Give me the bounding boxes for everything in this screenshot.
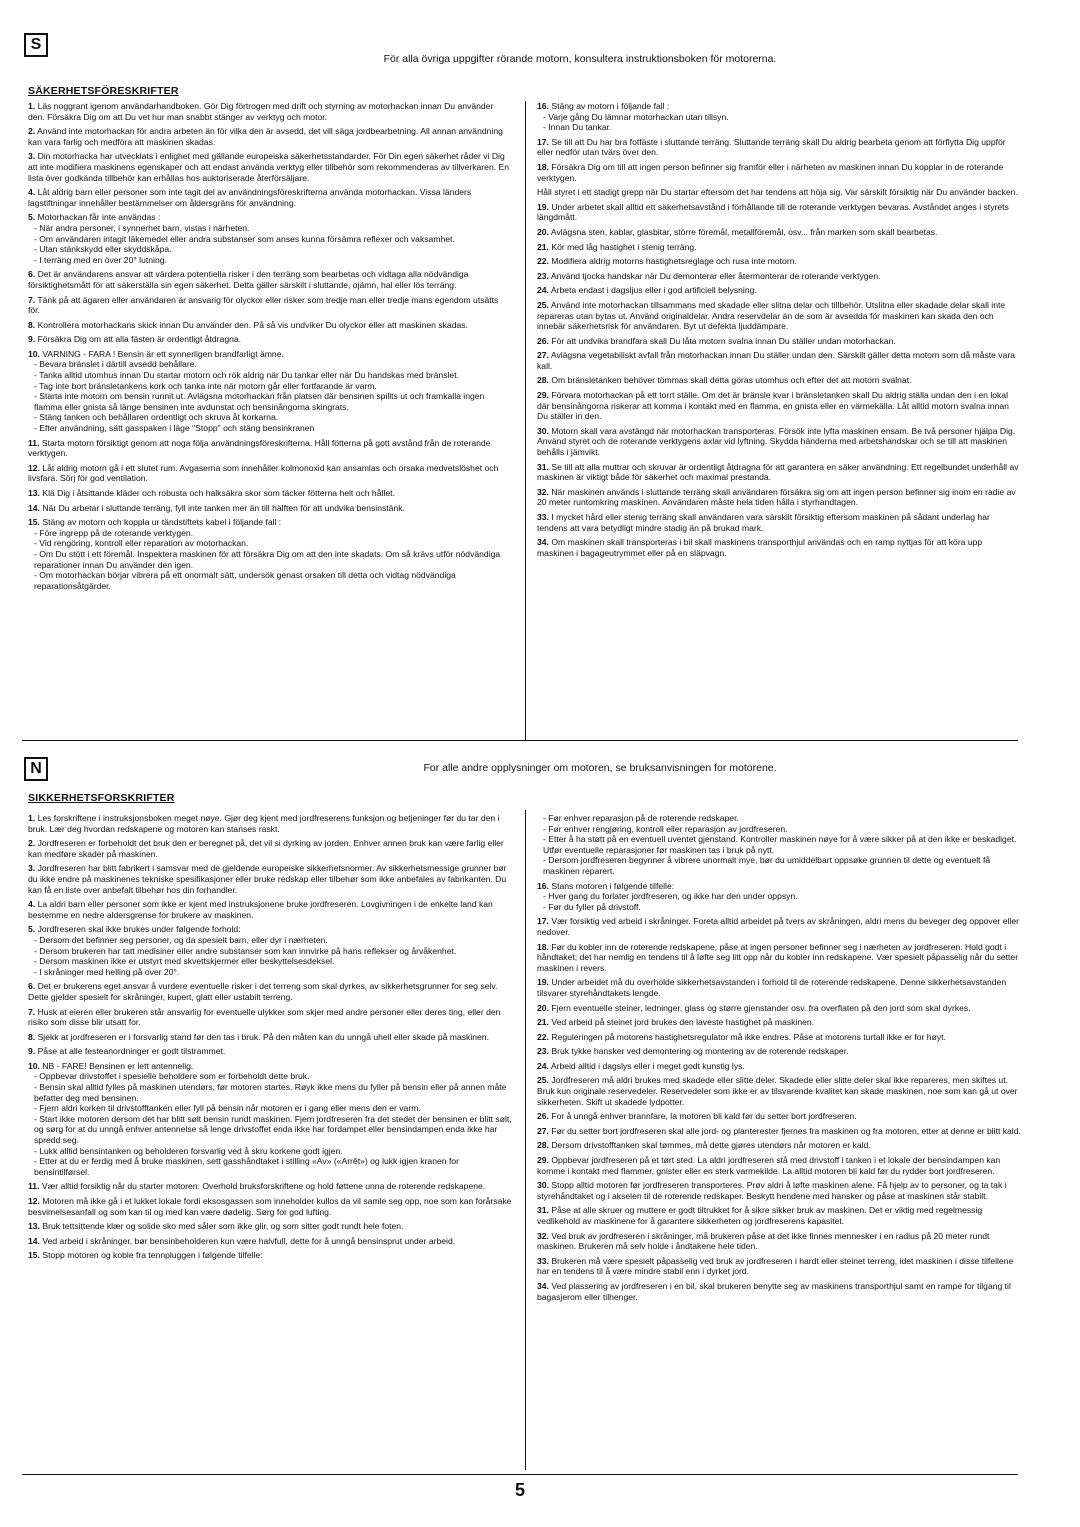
rule-text: Stopp motoren og koble fra tennpluggen i følgende tilfelle: — [42, 1250, 263, 1261]
rule-text: VARNING - FARA ! Bensin är ett synnerligen brandfarligt ämne. — [42, 348, 284, 359]
rule-number: 8. — [28, 1031, 36, 1042]
rule-subitem: - Start ikke motoren dersom det har blitt sølt bensin rundt maskinen. Fjern jordfreseren fra det stedet der bensinen er blitt sølt, og sørg for at du unngå enhver antennelse så lenge drivstoffet enda ikke har fordampet eller bensindampen enda ikke har spredd seg. — [34, 1113, 512, 1146]
rule-item — [28, 1061, 512, 1178]
rule-number: 5. — [28, 212, 36, 223]
rule-number: 9. — [28, 334, 36, 345]
rule-text: Försäkra Dig om till att ingen person befinner sig framför eller i närheten av maskinen innan Du kopplar in de roterande verktygen. — [537, 161, 1004, 183]
rule-number: 21. — [537, 241, 549, 252]
rule-number: 2. — [28, 838, 36, 849]
language-label-swedish: S — [24, 33, 48, 57]
rule-item — [28, 838, 512, 859]
rule-number: 3. — [28, 151, 36, 162]
rule-text: Kör med låg hastighet i stenig terräng. — [551, 241, 697, 252]
rule-item — [28, 269, 512, 290]
rule-text: Starta motorn försiktigt genom att noga följa användningsföreskrifterna. Håll fötterna på gott avstånd från de roterande verktygen. — [28, 437, 491, 459]
rule-subitem: - Om Du stött i ett föremål. Inspektera maskinen för att försäkra Dig om att den inte skadats. Om så krävs utför nödvändiga reparationer innan Du använder den igen. — [34, 548, 501, 570]
rule-number: 12. — [28, 1196, 40, 1206]
rule-item — [28, 187, 512, 208]
rule-text: Avlägsna sten, kablar, glasbitar, större föremål, metallföremål, osv... från marken som skall bearbetas. — [550, 226, 938, 237]
rule-text: Under arbeidet må du overholde sikkerhetsavstanden i forhold til de roterende redskapene. Denne sikkerhetsavstanden tilsvarer styrehåndtakets lengde. — [537, 977, 1007, 998]
rule-number: 27. — [537, 1125, 549, 1136]
rule-text: I mycket hård eller stenig terräng skall användaren vara särskilt försiktig eftersom maskinen på sådant underlag har tendens att vara betydligt mindre stadig än på brukad mark. — [537, 512, 990, 533]
rule-text: Håll styret i ett stadigt grepp när Du startar eftersom det har tendens att höja sig. Var särskilt försiktig när Du använder backen. — [537, 187, 1018, 198]
rule-number: 33. — [537, 512, 549, 522]
rule-item — [28, 349, 512, 434]
rule-number: 6. — [28, 269, 36, 280]
swedish-intro: För alla övriga uppgifter rörande motorn, konsultera instruktionsboken för motorerna. — [383, 53, 777, 65]
swedish-column-divider — [525, 101, 526, 741]
rule-number: 21. — [537, 1017, 549, 1028]
rule-text: Kontrollera motorhackans skick innan Du använder den. På så vis undviker Du olyckor eller att maskinen skadas. — [37, 319, 468, 330]
rule-subitem: - Dersom brukeren har tatt medisiner eller andre substanser som kan innvirke på hans reflekser og årvåkenhet. — [34, 945, 457, 956]
rule-number: 12. — [28, 462, 40, 473]
rule-text: Förvara motorhackan på ett torrt ställe. Om det är bränsle kvar i bränsletanken skall Du aldrig ställa undan den i en lokal där bensinångorna riskerar att komma i kontakt med en flamma, en gnista eller en värmekälla. Låt alltid motorn svalna innan Du ställer in den. — [537, 390, 1009, 422]
rule-number: 19. — [537, 977, 549, 988]
rule-item — [537, 227, 1021, 238]
rule-item — [537, 1231, 1021, 1252]
rule-number: 5. — [28, 924, 36, 935]
rule-item — [537, 202, 1021, 223]
rule-number: 24. — [537, 285, 549, 296]
rule-number: 15. — [28, 1250, 40, 1261]
rule-text: Dersom drivstofftanken skal tømmes, må dette gjøres utendørs når motoren er kald. — [551, 1140, 871, 1151]
rule-text: Tänk på att ägaren eller användaren är ansvarig för olyckor eller risker som tredje man eller tredje mans egendom utsätts för. — [28, 294, 499, 316]
rule-number: 23. — [537, 1046, 549, 1057]
swedish-left-column — [28, 101, 512, 751]
rule-number: 4. — [28, 187, 36, 198]
rule-subitem: - Om användaren intagit läkemedel eller andra substanser som anses kunna försämra reflexer och vaksamhet. — [34, 233, 455, 244]
rule-item — [537, 487, 1021, 508]
rule-text: Om bränsletanken behöver tömmas skall detta göras utomhus och efter det att motorn svalnat. — [551, 375, 912, 386]
rule-item — [537, 271, 1021, 282]
rule-text: Det är användarens ansvar att värdera potentiella risker i den terräng som bearbetas och vidtaga alla nödvändiga försiktighetsmått för att säkerställa sin egen säkerhet. Detta gäller särskilt i sluttande, ojämn, hal eller lös terräng. — [28, 269, 469, 290]
rule-number: 25. — [537, 1075, 549, 1086]
rule-subitem: - Oppbevar drivstoffet i spesielle beholdere som er forbeholdt dette bruk. — [34, 1071, 310, 1082]
rule-subitem: - Etter å ha støtt på en eventuell uventet gjenstand. Kontroller maskinen nøye for å være sikker på at den ikke er beskadiget. Utfør eventuelle reparasjoner før maskinen tas i bruk på nytt. — [543, 834, 1017, 855]
rule-number: 28. — [537, 1140, 549, 1151]
norwegian-column-divider — [525, 810, 526, 1470]
rule-text: Se till att Du har bra fotfäste i sluttande terräng. Sluttande terräng skall Du aldrig bearbeta genom att förflytta Dig uppför eller nedför utan tvärs över den. — [537, 136, 1006, 158]
norwegian-heading: SIKKERHETSFORSKRIFTER — [28, 792, 175, 804]
rule-subitem: - Utan stänkskydd eller skyddskåpa. — [34, 244, 172, 255]
rule-item — [537, 977, 1021, 998]
rule-subitem: - Innan Du tankar. — [543, 122, 612, 133]
rule-text: Använd inte motorhackan tillsammans med skadade eller slitna delar och tillbehör. Utslitna eller skadade delar skall inte repareras utan bytas ut. Använd originaldelar. Andra reservdelar än de som är avsedda för maskinen kan skada den och innebär säkerhetsrisk för användaren. Byt ut defekta ljuddämpare. — [537, 299, 1006, 332]
rule-subitem: - Før enhver rengjøring, kontroll eller reparasjon av jordfreseren. — [543, 823, 788, 834]
rule-item — [28, 488, 512, 499]
rule-item — [537, 350, 1021, 371]
rule-number: 3. — [28, 863, 36, 874]
rule-text: Før du setter bort jordfreseren skal alle jord- og planterester fjernes fra maskinen og fra motoren, etter at denne er blitt kald. — [551, 1125, 1021, 1136]
rule-text: Jordfreseren må aldri brukes med skadede eller slitte deler. Skadede eller slitte deler skal ikke repareres, men skiftes ut. Bruk kun originale reservedeler. Reservedeler som ikke er av tilsvarende kvalitet kan skade maskinen, noe som kan gå ut over sikkerheten. Skift ut skadede lydpotter. — [537, 1075, 1018, 1107]
rule-text: Brukeren må være spesielt påpasselig ved bruk av jordfreseren i hardt eller steinet terreng, idet maskinen i disse tilfellene har en tendens til å være mindre stabil enn i dyrket jord. — [537, 1255, 1014, 1277]
rule-text: Jordfreseren skal ikke brukes under følgende forhold: — [37, 924, 241, 935]
rule-text: Jordfreseren har blitt fabrikert i samsvar med de gjeldende europeiske sikkerhetsnormer. Av sikkerhetsmessige grunner bør du ikke endre på maskinenes tekniske spesifikasjoner eller bruke redskap eller tilbehør som ikke anbefales av fabrikanten. Du kan få en liste over anbefalt tilbehør hos din forhandler. — [28, 863, 507, 895]
rule-number: 1. — [28, 101, 36, 111]
rule-text: Før du kobler inn de roterende redskapene, påse at ingen personer befinner seg i nærheten av jordfreseren. Hold godt i håndtaket; det har nemlig en tendens til å løfte seg litt opp når du kobler inn redskapene. Vær spesielt påpasselig når du setter maskinen i revers. — [537, 941, 1019, 973]
rule-item — [537, 537, 1021, 558]
rule-item — [537, 942, 1021, 974]
rule-item — [537, 1155, 1021, 1176]
rule-text: När Du arbetar i sluttande terräng, fyll inte tanken mer än till hälften för att undvika bensinstänk. — [42, 502, 405, 513]
rule-number: 16. — [537, 880, 549, 891]
rule-text: Stans motoren i følgende tilfelle: — [551, 880, 675, 891]
rule-subitem: - Tanka alltid utomhus innan Du startar motorn och rök aldrig när Du tankar eller när Du handskas med bränslet. — [34, 370, 459, 381]
rule-subitem: - Dersom det befinner seg personer, og da spesielt barn, eller dyr i nærheten. — [34, 934, 328, 945]
section-divider — [22, 740, 1018, 741]
rule-number: 15. — [28, 517, 40, 528]
swedish-heading: SÄKERHETSFÖRESKRIFTER — [28, 85, 179, 97]
rule-number: 1. — [28, 813, 36, 823]
rule-number: 25. — [537, 299, 549, 310]
rule-item — [537, 162, 1021, 183]
rule-item — [537, 426, 1021, 458]
rule-text: Ved arbeid på steinet jord brukes den laveste hastighet på maskinen. — [551, 1017, 815, 1028]
rule-text: Motoren må ikke gå i et lukket lokale fordi eksosgassen som inneholder kullos da vil samle seg opp, noe som kan forårsake besvimelsesanfall og som kan til og med kan være dødelig. Sørg for god lufting. — [28, 1196, 512, 1217]
swedish-right-column — [537, 101, 1021, 751]
rule-number: 34. — [537, 1280, 549, 1291]
rule-number: 16. — [537, 101, 549, 111]
rule-number: 2. — [28, 126, 36, 137]
rule-item — [537, 1111, 1021, 1122]
rule-number: 7. — [28, 1006, 36, 1017]
rule-item — [537, 1140, 1021, 1151]
rule-item — [28, 981, 512, 1002]
rule-number: 22. — [537, 256, 549, 267]
rule-item — [28, 1032, 512, 1043]
rule-text: Modifiera aldrig motorns hastighetsreglage och rusa inte motorn. — [551, 256, 797, 267]
rule-text: Försäkra Dig om att alla fästen är ordentligt åtdragna. — [37, 334, 242, 345]
rule-number: 18. — [537, 941, 549, 952]
rule-text: Om maskinen skall transporteras i bil skall maskinens transporthjul användas och en ramp nyttjas för att köra upp maskinen i bagageutrymmet eller på en släpvagn. — [537, 537, 983, 558]
rule-item — [537, 881, 1021, 913]
rule-number: 10. — [28, 348, 40, 359]
rule-item — [28, 126, 512, 147]
rule-item — [537, 916, 1021, 937]
rule-item — [28, 517, 512, 591]
rule-item — [537, 300, 1021, 332]
rule-text: Vær forsiktig ved arbeid i skråninger. Foreta alltid arbeidet på tvers av skråningen, aldri mens du beveger deg oppover eller nedover. — [537, 916, 1019, 937]
norwegian-intro: For alle andre opplysninger om motoren, se bruksanvisningen for motorene. — [423, 762, 777, 774]
rule-item — [28, 1236, 512, 1247]
rule-item — [28, 863, 512, 895]
rule-subitem: - Starta inte motorn om bensin runnit ut. Avlägsna motorhackan från platsen där bensinen spillts ut och framkalla ingen flamma eller gnista så länge bensinen inte avdunstat och bensinångorna skingrats. — [34, 391, 485, 412]
rule-subitem: - Lukk alltid bensintanken og beholderen forsvarlig ved å skru korkene godt igjen. — [34, 1145, 343, 1156]
rule-text: För att undvika brandfara skall Du låta motorn svalna innan Du ställer undan motorhackan. — [551, 335, 896, 346]
rule-text: Ved bruk av jordfreseren i skråninger, må brukeren påse at det ikke finnes mennesker i en radius på 20 meter rundt maskinen. Brukeren må selv holde i åndtakene hele tiden. — [537, 1230, 990, 1252]
rule-text: Stäng av motorn och koppla ur tändstiftets kabel i följande fall : — [42, 517, 282, 528]
rule-text: Bruk tettsittende klær og solide sko med såler som ikke glir, og som sitter godt rundt hele foten. — [42, 1221, 404, 1232]
rule-item — [537, 1003, 1021, 1014]
rule-number: 11. — [28, 437, 40, 448]
rule-number: 30. — [537, 1180, 549, 1191]
rule-text: Se till att alla muttrar och skruvar är ordentligt åtdragna för att garantera en säker användning. Ett regelbundet underhåll av maskinen är viktigt både för säkerhet och maximal prestanda. — [537, 461, 1019, 483]
rule-text: Les forskriftene i instruksjonsboken meget nøye. Gjør deg kjent med jordfreserens funksjon og betjeninger før du tar den i bruk. Lær deg hvordan redskapene og motoren kan stanses raskt. — [28, 813, 500, 834]
rule-text: Fjern eventuelle steiner, ledninger, glass og større gjenstander osv. fra overflaten på den jord som skal dyrkes. — [551, 1002, 971, 1013]
rule-item — [537, 1180, 1021, 1201]
rule-number: 20. — [537, 226, 549, 237]
rule-subitem: - Dersom jordfreseren begynner å vibrere unormalt mye, bør du umiddelbart oppsøke grunnen til dette og eventuelt få maskinen reparert. — [543, 855, 991, 876]
rule-text: Klä Dig i åtsittande kläder och robusta och halksäkra skor som täcker fötterna helt och hållet. — [42, 488, 395, 498]
rule-item — [537, 187, 1021, 198]
rule-number: 7. — [28, 294, 36, 305]
rule-subitem: - När andra personer, i synnerhet barn, vistas i närheten. — [34, 222, 250, 233]
rule-item — [28, 899, 512, 920]
rule-number: 24. — [537, 1060, 549, 1071]
rule-text: Arbeta endast i dagsljus eller i god artificiell belysning. — [550, 285, 757, 296]
rule-item — [28, 1221, 512, 1232]
rule-text: La aldri barn eller personer som ikke er kjent med instruksjonene bruke jordfreseren. Lovgivningen i de enkelte land kan bestemme en nedre aldersgrense for brukere av maskinen. — [28, 899, 493, 920]
rule-subitem: - Bensin skal alltid fylles på maskinen utendørs, før motoren startes. Røyk ikke mens du fyller på bensin eller på annen måte befatter deg med bensinen. — [34, 1082, 507, 1103]
rule-number: 13. — [28, 488, 40, 498]
rule-number: 13. — [28, 1221, 40, 1232]
rule-text: Sjekk at jordfreseren er i forsvarlig stand før den tas i bruk. På den måten kan du unngå uhell eller skade på maskinen. — [37, 1031, 489, 1042]
rule-item — [537, 256, 1021, 267]
rule-item — [537, 1281, 1021, 1302]
rule-item — [28, 1196, 512, 1217]
rule-item — [28, 212, 512, 265]
rule-item — [28, 151, 512, 183]
rule-text: Arbeid alltid i dagslys eller i meget godt kunstig lys. — [550, 1060, 745, 1071]
rule-item — [28, 101, 512, 122]
rule-text: Stopp alltid motoren før jordfreseren transporteres. Prøv aldri å løfte maskinen alene. Få hjelp av to personer, og ta tak i styrehåndtaket og i akselen til de roterende redskaper. Beskytt hendene med hansker og påse at maskinen står stabilt. — [537, 1180, 1007, 1201]
rule-text: Använd inte motorhackan för andra arbeten än för vilka den är avsedd, det vill säga jordbearbetning. All annan användning kan vara farlig och medföra att maskinen skadas. — [28, 126, 503, 147]
rule-subitem: - Dersom maskinen ikke er utstyrt med skvettskjermer eller beskyttelsesdeksel. — [34, 956, 335, 967]
rule-text: Låt aldrig barn eller personer som inte tagit del av användningsföreskrifterna använda motorhackan. Vissa länders lagstiftningar innehåller bestämmelser om åldersgräns för användning. — [28, 187, 472, 208]
rule-text: Det er brukerens eget ansvar å vurdere eventuelle risker i det terreng som skal dyrkes, av sikkerhetsgrunner for seg selv. Dette gjelder spesielt for skråninger, kupert, glatt eller ustabilt terreng. — [28, 981, 498, 1002]
rule-subitem: - Efter användning, sätt gasspaken i läge "Stopp" och stäng bensinkranen — [34, 423, 315, 434]
rule-subitem: - Bevara bränslet i därtill avsedd behållare. — [34, 359, 197, 370]
rule-number: 17. — [537, 136, 549, 147]
rule-text: Reguleringen på motorens hastighetsregulator må ikke endres. Påse at motorens turtall ikke er for høyt. — [551, 1031, 946, 1042]
rule-subitem: - Varje gång Du lämnar motorhackan utan tillsyn. — [543, 111, 729, 122]
norwegian-left-column — [28, 813, 512, 1478]
rule-number: 32. — [537, 1230, 549, 1241]
rule-text: Motorhackan får inte användas : — [37, 212, 161, 223]
page-number: 5 — [515, 1480, 526, 1500]
rule-text: När maskinen används i sluttande terräng skall användaren försäkra sig om att ingen person befinner sig inom en radie av 20 meter runtomkring maskinen. Användaren måste hela tiden hålla i styrhandtagen. — [537, 486, 1016, 508]
rule-text: Ved arbeid i skråninger, bør bensinbeholderen kun være halvfull, dette for å unngå bensinsprut under arbeid. — [42, 1235, 456, 1246]
rule-subitem: - Stäng tanken och behållaren ordentligt och skruva åt korkarna. — [34, 412, 279, 423]
rule-item — [537, 285, 1021, 296]
rule-text: Husk at eieren eller brukeren står ansvarlig for eventuelle ulykker som skjer med andre personer eller deres ting, eller den risiko som disse blir utsatt for. — [28, 1006, 501, 1028]
rule-text: Använd tjocka handskar när Du demonterar eller återmonterar de roterande verktygen. — [550, 270, 881, 281]
rule-item — [537, 1061, 1021, 1072]
rule-text: Påse at alle festeanordninger er godt tilstrammet. — [37, 1046, 226, 1057]
rule-text: Påse at alle skruer og muttere er godt tiltrukket for å sikre sikker bruk av maskinen. Det er viktig med regelmessig vedlikehold av maskinene for å garantere sikkerheten og jordfreserens kapasitet. — [537, 1205, 983, 1226]
rule-number: 26. — [537, 1111, 549, 1122]
rule-item — [537, 813, 1021, 877]
rule-item — [28, 503, 512, 514]
rule-text: Jordfreseren er forbeholdt det bruk den er beregnet på, det vil si dyrking av jorden. Enhver annen bruk kan være farlig eller kan medføre skader på maskinen. — [28, 838, 504, 859]
rule-subitem: - I terräng med en över 20° lutning. — [34, 254, 167, 265]
rule-number: 14. — [28, 502, 40, 513]
rule-item — [28, 463, 512, 484]
rule-item — [28, 924, 512, 977]
rule-number: 14. — [28, 1235, 40, 1246]
rule-subitem: - Før enhver reparasjon på de roterende redskaper. — [543, 813, 739, 823]
rule-item — [28, 438, 512, 459]
rule-number: 23. — [537, 270, 549, 281]
rule-subitem: - Hver gang du forlater jordfreseren, og ikke har den under oppsyn. — [543, 891, 798, 902]
rule-number: 19. — [537, 201, 549, 212]
rule-item — [537, 512, 1021, 533]
rule-number: 20. — [537, 1002, 549, 1013]
rule-item — [28, 813, 512, 834]
rule-item — [28, 1046, 512, 1057]
rule-subitem: - Før du fyller på drivstoff. — [543, 901, 641, 912]
rule-text: Din motorhacka har utvecklats i enlighet med gällande europeiska säkerhetsstandarder. För Din egen säkerhet råder vi Dig att inte modifiera maskinens egenskaper och att endast använda verktyg eller tillbehör som rekommenderas av tillverkaren. En lista över godkända tillbehör kan erhållas hos auktoriserade återförsäljare. — [28, 151, 510, 183]
rule-subitem: - Etter at du er ferdig med å bruke maskinen, sett gasshåndtaket i stilling «Av» («Arrêt») og lukk igjen kranen for bensintilførsel. — [34, 1156, 459, 1177]
rule-subitem: - Om motorhackan börjar vibrera på ett onormalt sätt, undersök genast orsaken till detta och vidtag nödvändiga reparationsåtgärder. — [34, 570, 456, 591]
rule-item — [28, 1181, 512, 1192]
rule-item — [28, 295, 512, 316]
rule-item — [28, 1007, 512, 1028]
rule-number: 4. — [28, 899, 36, 910]
rule-number: 33. — [537, 1255, 549, 1266]
rule-number: 9. — [28, 1046, 36, 1057]
rule-item — [28, 320, 512, 331]
rule-item — [537, 242, 1021, 253]
rule-text: Oppbevar jordfreseren på et tørt sted. La aldri jordfreseren stå med drivstoff i tanken i et lokale der bensindampen kan komme i kontakt med flammer, gnister eller en sterk varmekilde. La alltid motoren bli kald før du rydder bort jordfreseren. — [537, 1155, 1001, 1176]
rule-text: Avlägsna vegetabiliskt avfall från motorhackan innan Du ställer undan den. Särskilt gäller detta motorn som då måste vara kall. — [537, 350, 1016, 371]
rule-number: 32. — [537, 486, 549, 497]
rule-item — [537, 1017, 1021, 1028]
rule-subitem: - I skråninger med helling på over 20°. — [34, 966, 180, 977]
rule-number: 31. — [537, 1205, 549, 1216]
rule-item — [537, 1075, 1021, 1107]
norwegian-right-column — [537, 813, 1021, 1478]
rule-number: 31. — [537, 461, 549, 472]
rule-text: Bruk tykke hansker ved demontering og montering av de roterende redskaper. — [551, 1046, 849, 1057]
rule-text: Motorn skall vara avstängd när motorhackan transporteras. Försök inte lyfta maskinen ensam. Be två personer hjälpa Dig. Använd styret och de roterande verktygens axlar vid lyftning. Skydda händerna med arbetshandskar och se till att maskinen behålls i jämvikt. — [537, 425, 1016, 458]
rule-item — [537, 1046, 1021, 1057]
rule-item — [537, 137, 1021, 158]
rule-text: Vær alltid forsiktig når du starter motoren. Overhold bruksforskriftene og hold føttene unna de roterende redskapene. — [41, 1181, 486, 1192]
rule-number: 10. — [28, 1060, 40, 1071]
rule-number: 30. — [537, 425, 549, 436]
rule-item — [537, 336, 1021, 347]
rule-item — [28, 334, 512, 345]
rule-item — [28, 1250, 512, 1261]
rule-item — [537, 101, 1021, 133]
rule-number: 28. — [537, 375, 549, 386]
rule-item — [537, 1126, 1021, 1137]
rule-number: 29. — [537, 1155, 549, 1166]
rule-number: 6. — [28, 981, 36, 992]
rule-subitem: - Tag inte bort bränsletankens kork och tanka inte när motorn går eller fortfarande är varm. — [34, 380, 377, 391]
rule-text: Läs noggrant igenom användarhandboken. Gör Dig förtrogen med drift och styrning av motorhackan innan Du använder den. Försäkra Dig om att Du vet hur man snabbt stänger av verktyg och motor. — [28, 101, 494, 122]
rule-text: Ved plassering av jordfreseren i en bil, skal brukeren benytte seg av maskinens transporthjul samt en rampe for tilgang til bagasjerom eller tilhenger. — [537, 1280, 1011, 1302]
rule-number: 17. — [537, 916, 549, 927]
rule-item — [537, 390, 1021, 422]
rule-text: Under arbetet skall alltid ett säkerhetsavstånd i förhållande till de roterande verktygen bevaras. Avståndet anges i styrets längdmått. — [537, 201, 1009, 223]
language-label-norwegian: N — [24, 757, 48, 781]
rule-number: 18. — [537, 161, 549, 172]
rule-text: Stäng av motorn i följande fall : — [551, 101, 670, 111]
rule-item — [537, 1205, 1021, 1226]
rule-number: 8. — [28, 319, 36, 330]
rule-number: 29. — [537, 390, 549, 401]
rule-text: Låt aldrig motorn gå i ett slutet rum. Avgaserna som innehåller kolmonoxid kan ansamlas och orsaka medvetslöshet och livsfara. Sörj för god ventilation. — [28, 462, 499, 484]
rule-number: 27. — [537, 350, 549, 361]
rule-number: 34. — [537, 537, 549, 548]
rule-number: 22. — [537, 1031, 549, 1042]
rule-subitem: - Före ingrepp på de roterande verktygen. — [34, 527, 194, 538]
rule-number: 11. — [28, 1181, 40, 1192]
rule-item — [537, 375, 1021, 386]
rule-subitem: - Vid rengöring, kontroll eller reparation av motorhackan. — [34, 538, 249, 549]
rule-item — [537, 462, 1021, 483]
rule-text: NB - FARE! Bensinen er lett antennelig. — [42, 1060, 194, 1071]
rule-item — [537, 1032, 1021, 1043]
rule-item — [537, 1256, 1021, 1277]
rule-number: 26. — [537, 335, 549, 346]
rule-subitem: - Fjern aldri korken til drivstofftanken eller fyll på bensin når motoren er i gang eller mens den er varm. — [34, 1103, 421, 1114]
rule-text: For å unngå enhver brannfare, la motoren bli kald før du setter bort jordfreseren. — [551, 1111, 857, 1122]
bottom-divider — [22, 1474, 1018, 1475]
